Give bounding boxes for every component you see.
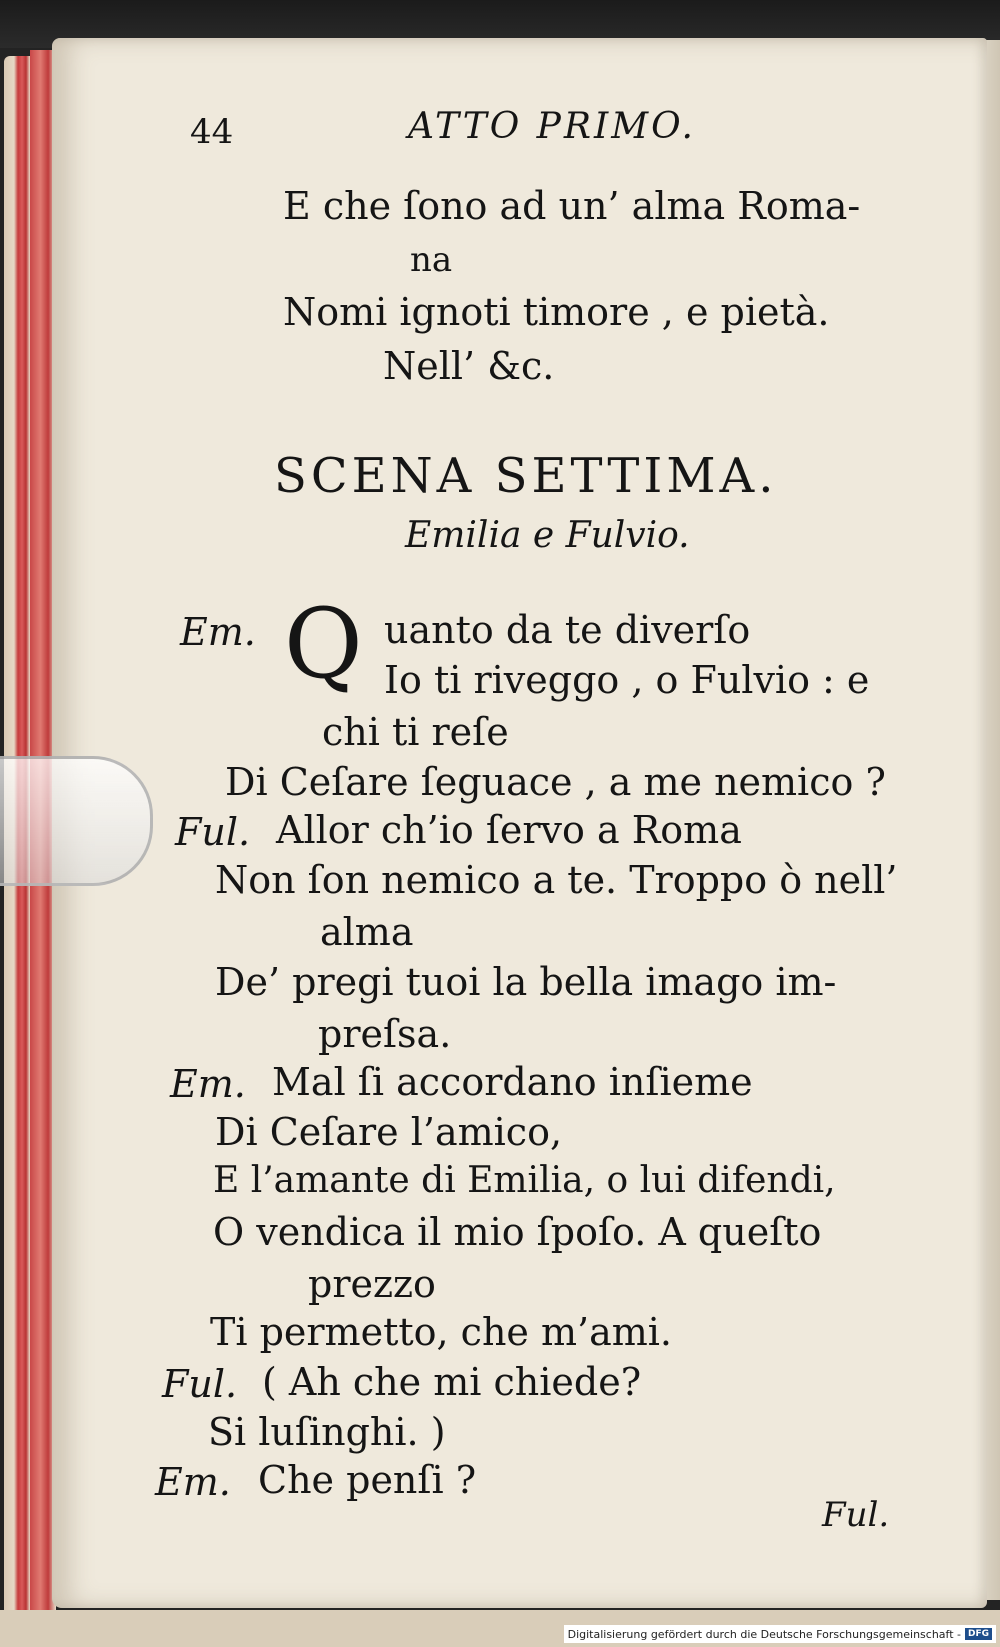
- verse-line: Nell’ &c.: [383, 344, 555, 388]
- dialogue-line: Non ſon nemico a te. Troppo ò nell’: [215, 858, 898, 902]
- dialogue-line: Io ti riveggo , o Fulvio : e: [384, 658, 870, 702]
- digitization-credit: [564, 1625, 996, 1643]
- dialogue-line: Di Ceſare ſeguace , a me nemico ?: [225, 760, 886, 804]
- dialogue-line: O vendica il mio ſpoſo. A queſto: [213, 1210, 822, 1254]
- speaker-label: Em.: [170, 1062, 246, 1106]
- scene-title: SCENA SETTIMA.: [274, 448, 778, 504]
- dialogue-line: chi ti reſe: [322, 710, 509, 754]
- dfg-logo: DFG: [965, 1628, 992, 1640]
- dialogue-line: alma: [320, 910, 414, 954]
- dialogue-line: Allor ch’io ſervo a Roma: [276, 808, 742, 852]
- speaker-label: Em.: [180, 610, 256, 654]
- catchword: Ful.: [822, 1495, 890, 1535]
- dialogue-line: ( Ah che mi chiede?: [262, 1360, 642, 1404]
- bookmark-tab: [0, 756, 153, 886]
- verse-line: na: [410, 240, 453, 280]
- dialogue-line: prezzo: [308, 1262, 436, 1306]
- dialogue-line: E l’amante di Emilia, o lui difendi,: [213, 1160, 836, 1201]
- credit-text: Digitalisierung gefördert durch die Deutsche Forschungsgemeinschaft -: [567, 1627, 961, 1641]
- dialogue-line: Di Ceſare l’amico,: [215, 1110, 563, 1154]
- dialogue-line: preſsa.: [318, 1012, 452, 1056]
- speaker-label: Ful.: [162, 1362, 238, 1406]
- verse-line: E che ſono ad un’ alma Roma-: [283, 184, 861, 228]
- dialogue-line: uanto da te diverſo: [384, 608, 751, 652]
- verse-line: Nomi ignoti timore , e pietà.: [283, 290, 830, 334]
- page-number: 44: [190, 112, 234, 152]
- speaker-label: Ful.: [175, 810, 251, 854]
- dialogue-line: Si luſinghi. ): [208, 1410, 446, 1454]
- drop-cap: Q: [284, 588, 363, 700]
- running-head: ATTO PRIMO.: [408, 106, 696, 147]
- speaker-label: Em.: [155, 1460, 231, 1504]
- dialogue-line: Mal ſi accordano inſieme: [272, 1060, 753, 1104]
- dialogue-line: Ti permetto, che m’ami.: [210, 1310, 673, 1354]
- dialogue-line: De’ pregi tuoi la bella imago im-: [215, 960, 837, 1004]
- scene-characters: Emilia e Fulvio.: [405, 515, 690, 556]
- dialogue-line: Che penſi ?: [258, 1458, 477, 1502]
